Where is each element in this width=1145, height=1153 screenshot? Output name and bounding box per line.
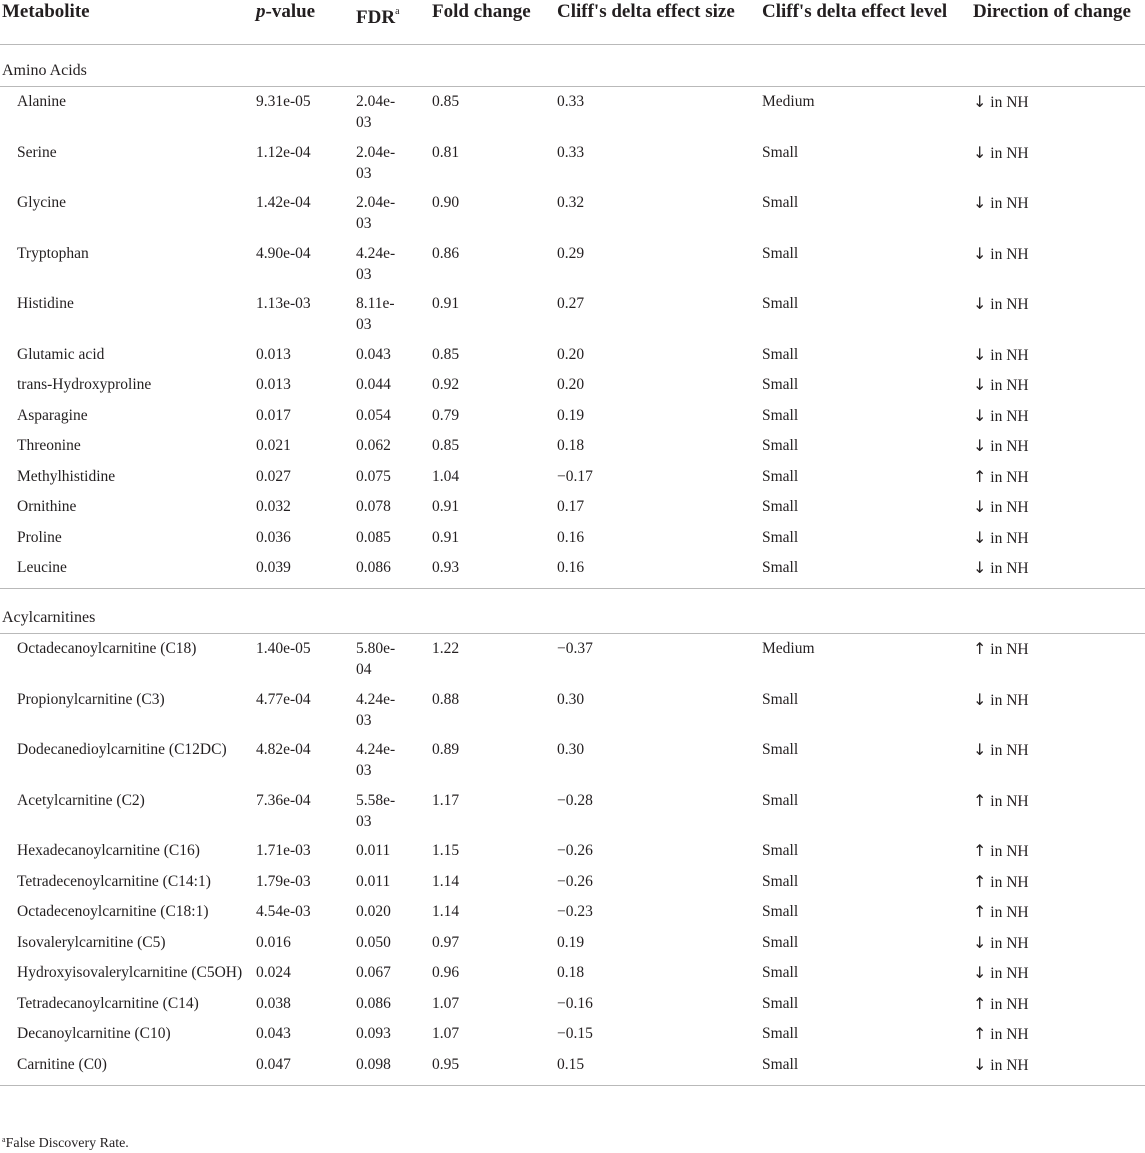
cliff-level-cell: Small [762, 933, 799, 951]
fold-change-cell: 0.91 [432, 295, 460, 312]
p-value-cell: 1.71e-03 [256, 842, 311, 859]
metabolite-name-cell: Carnitine (C0) [0, 1050, 256, 1086]
direction-text: in NH [990, 691, 1029, 709]
cliff-level-cell: Small [762, 690, 799, 708]
metabolite-name-cell: Tetradecanoylcarnitine (C14) [17, 994, 199, 1012]
cliff-size-cell: 0.16 [557, 553, 762, 589]
metabolite-name-cell: Tetradecenoylcarnitine (C14:1) [17, 872, 211, 890]
direction-cell [973, 1019, 1145, 1050]
footnote-text: False Discovery Rate. [5, 1136, 129, 1151]
header-cliff-size: Cliff's delta effect size [557, 0, 762, 45]
p-value-cell: 0.036 [256, 528, 291, 546]
p-value-cell: 0.013 [256, 376, 291, 393]
direction-cell [973, 340, 1145, 371]
table-row [0, 553, 1145, 589]
direction-text: in NH [990, 934, 1029, 952]
table-row [0, 239, 1145, 290]
direction-text: in NH [990, 407, 1029, 425]
direction-cell [973, 138, 1145, 189]
arrow-down-icon: ↓ [973, 142, 987, 162]
metabolite-name-cell: Threonine [17, 437, 81, 454]
arrow-down-icon: ↓ [973, 689, 987, 709]
table-row [0, 370, 1145, 401]
fold-change-cell: 0.93 [432, 553, 557, 589]
p-value-cell: 9.31e-05 [256, 93, 311, 110]
fold-change-cell: 1.15 [432, 842, 460, 859]
fold-change-cell: 1.04 [432, 467, 460, 485]
table-row [0, 188, 1145, 239]
fdr-cell: 4.24e-03 [356, 690, 396, 729]
fdr-cell: 0.093 [356, 1025, 391, 1042]
direction-text: in NH [990, 468, 1029, 486]
direction-cell [973, 786, 1145, 837]
section-title: Acylcarnitines [0, 589, 1145, 634]
direction-cell [973, 897, 1145, 928]
cliff-level-cell: Small [762, 903, 799, 920]
cliff-size-cell: 0.30 [557, 741, 585, 758]
fdr-cell: 2.04e-03 [356, 93, 396, 131]
header-direction: Direction of change [973, 0, 1145, 45]
cliff-size-cell: −0.26 [557, 842, 593, 859]
metabolite-name-cell: Dodecanedioylcarnitine (C12DC) [17, 741, 227, 758]
p-value-cell: 4.82e-04 [256, 741, 311, 758]
direction-cell [973, 928, 1145, 959]
cliff-size-cell: −0.17 [557, 467, 593, 485]
arrow-up-icon: ↑ [973, 1024, 987, 1043]
direction-cell [973, 634, 1145, 685]
arrow-up-icon: ↑ [973, 993, 987, 1013]
cliff-level-cell: Small [762, 345, 799, 363]
header-p-italic: p [256, 1, 266, 22]
fdr-cell: 0.020 [356, 903, 391, 920]
fdr-cell: 0.067 [356, 964, 391, 981]
section-row [0, 589, 1145, 634]
metabolite-name-cell: Hydroxyisovalerylcarnitine (C5OH) [17, 964, 243, 981]
arrow-up-icon: ↑ [973, 639, 987, 658]
cliff-size-cell: 0.15 [557, 1050, 762, 1086]
cliff-size-cell: 0.20 [557, 376, 585, 393]
cliff-size-cell: −0.26 [557, 872, 593, 890]
fold-change-cell: 0.97 [432, 933, 460, 951]
fdr-cell: 0.043 [356, 345, 391, 363]
section-row [0, 45, 1145, 87]
cliff-size-cell: −0.23 [557, 903, 593, 920]
fdr-cell: 0.086 [356, 553, 432, 589]
direction-cell [973, 958, 1145, 989]
p-value-cell: 1.40e-05 [256, 640, 311, 657]
arrow-up-icon: ↑ [973, 841, 987, 860]
cliff-size-cell: −0.28 [557, 791, 593, 809]
fdr-cell: 4.24e-03 [356, 244, 396, 283]
arrow-down-icon: ↓ [973, 92, 987, 111]
arrow-down-icon: ↓ [973, 436, 987, 455]
table-row [0, 989, 1145, 1020]
direction-text: in NH [990, 965, 1029, 982]
arrow-up-icon: ↑ [973, 790, 987, 810]
cliff-size-cell: 0.32 [557, 194, 585, 211]
p-value-cell: 0.039 [256, 553, 356, 589]
direction-cell [973, 836, 1145, 867]
fdr-cell: 2.04e-03 [356, 143, 396, 182]
arrow-down-icon: ↓ [973, 1054, 987, 1074]
fdr-cell: 0.011 [356, 842, 391, 859]
cliff-size-cell: 0.30 [557, 690, 585, 708]
footnote-mark: a [2, 1135, 6, 1144]
table-row [0, 634, 1145, 685]
arrow-down-icon: ↓ [973, 344, 987, 364]
cliff-size-cell: −0.37 [557, 640, 593, 657]
p-value-cell: 7.36e-04 [256, 791, 311, 809]
table-footnote [2, 1131, 129, 1153]
direction-cell [973, 462, 1145, 493]
fold-change-cell: 0.89 [432, 741, 460, 758]
metabolite-name-cell: Asparagine [17, 406, 88, 424]
table-body [0, 45, 1145, 1086]
metabolite-name-cell: Methylhistidine [17, 467, 116, 485]
direction-cell [973, 553, 1145, 589]
direction-cell [973, 523, 1145, 554]
p-value-cell: 0.027 [256, 467, 291, 485]
direction-cell [973, 685, 1145, 736]
fold-change-cell: 1.17 [432, 791, 460, 809]
direction-text: in NH [990, 560, 1029, 577]
cliff-level-cell: Small [762, 528, 799, 546]
table-row [0, 87, 1145, 138]
fold-change-cell: 1.14 [432, 872, 460, 890]
p-value-cell: 4.54e-03 [256, 903, 311, 920]
metabolite-name-cell: Acetylcarnitine (C2) [17, 791, 145, 809]
fdr-cell: 0.054 [356, 406, 391, 424]
p-value-cell: 0.017 [256, 406, 291, 424]
fold-change-cell: 0.90 [432, 194, 460, 211]
direction-text: in NH [990, 144, 1029, 162]
fdr-cell: 0.075 [356, 467, 391, 485]
metabolite-name-cell: Glutamic acid [17, 345, 105, 363]
arrow-down-icon: ↓ [973, 932, 987, 952]
fold-change-cell: 1.22 [432, 640, 460, 657]
direction-text: in NH [990, 641, 1029, 658]
p-value-cell: 0.032 [256, 498, 291, 515]
table-row [0, 462, 1145, 493]
fdr-cell: 0.078 [356, 498, 391, 515]
cliff-level-cell: Small [762, 244, 799, 262]
cliff-level-cell: Small [762, 467, 799, 485]
table-row [0, 340, 1145, 371]
direction-cell [973, 735, 1145, 786]
direction-text: in NH [990, 873, 1029, 891]
fold-change-cell: 1.14 [432, 903, 460, 920]
fold-change-cell: 0.81 [432, 143, 460, 161]
cliff-level-cell: Small [762, 1025, 799, 1042]
cliff-size-cell: 0.33 [557, 93, 585, 110]
direction-cell [973, 87, 1145, 138]
section-title: Amino Acids [0, 45, 1145, 87]
cliff-level-cell: Medium [762, 640, 815, 657]
direction-text: in NH [990, 843, 1029, 860]
table-row [0, 836, 1145, 867]
p-value-cell: 4.90e-04 [256, 244, 311, 262]
fold-change-cell: 1.07 [432, 994, 460, 1012]
cliff-size-cell: 0.33 [557, 143, 585, 161]
table-row [0, 401, 1145, 432]
header-metabolite: Metabolite [0, 0, 256, 45]
fold-change-cell: 0.85 [432, 437, 460, 454]
arrow-down-icon: ↓ [973, 294, 987, 313]
fdr-cell: 0.044 [356, 376, 391, 393]
header-row [0, 0, 1145, 45]
header-p-value [256, 0, 356, 45]
cliff-size-cell: 0.16 [557, 528, 585, 546]
table-row [0, 897, 1145, 928]
cliff-level-cell: Small [762, 143, 799, 161]
direction-text: in NH [990, 438, 1029, 455]
fdr-cell: 0.050 [356, 933, 391, 951]
p-value-cell: 0.016 [256, 933, 291, 951]
cliff-size-cell: 0.19 [557, 933, 585, 951]
fdr-cell: 0.011 [356, 872, 391, 890]
direction-text: in NH [990, 529, 1029, 547]
metabolite-name-cell: Propionylcarnitine (C3) [17, 690, 165, 708]
table-row [0, 431, 1145, 462]
direction-text: in NH [990, 1056, 1029, 1074]
table-row [0, 492, 1145, 523]
arrow-down-icon: ↓ [973, 740, 987, 759]
fold-change-cell: 0.92 [432, 376, 460, 393]
table-row [0, 867, 1145, 898]
table-row [0, 928, 1145, 959]
table-row [0, 786, 1145, 837]
cliff-level-cell: Small [762, 295, 799, 312]
p-value-cell: 0.024 [256, 964, 291, 981]
direction-text: in NH [990, 195, 1029, 212]
table-row [0, 1019, 1145, 1050]
direction-cell [973, 289, 1145, 340]
cliff-level-cell: Medium [762, 93, 815, 110]
cliff-level-cell: Small [762, 872, 799, 890]
fold-change-cell: 0.85 [432, 93, 460, 110]
header-fdr-footnote-mark: a [395, 6, 400, 17]
cliff-size-cell: 0.19 [557, 406, 585, 424]
p-value-cell: 0.013 [256, 345, 291, 363]
cliff-level-cell: Small [762, 498, 799, 515]
fold-change-cell: 0.91 [432, 498, 460, 515]
direction-cell [973, 492, 1145, 523]
direction-text: in NH [990, 995, 1029, 1013]
table-row [0, 289, 1145, 340]
cliff-size-cell: −0.15 [557, 1025, 593, 1042]
fold-change-cell: 1.07 [432, 1025, 460, 1042]
direction-text: in NH [990, 792, 1029, 810]
direction-text: in NH [990, 377, 1029, 394]
arrow-up-icon: ↑ [973, 871, 987, 891]
header-cliff-level: Cliff's delta effect level [762, 0, 973, 45]
cliff-size-cell: 0.17 [557, 498, 585, 515]
direction-text: in NH [990, 1026, 1029, 1043]
fdr-cell: 0.062 [356, 437, 391, 454]
fold-change-cell: 0.95 [432, 1050, 557, 1086]
cliff-level-cell: Small [762, 376, 799, 393]
direction-text: in NH [990, 904, 1029, 921]
header-fold-change: Fold change [432, 0, 557, 45]
fold-change-cell: 0.88 [432, 690, 460, 708]
metabolite-name-cell: Decanoylcarnitine (C10) [17, 1025, 171, 1042]
metabolite-name-cell: Leucine [0, 553, 256, 589]
arrow-up-icon: ↑ [973, 902, 987, 921]
cliff-size-cell: −0.16 [557, 994, 593, 1012]
p-value-cell: 1.42e-04 [256, 194, 311, 211]
header-p-rest: -value [265, 1, 316, 22]
arrow-down-icon: ↓ [973, 558, 987, 577]
cliff-level-cell: Small [762, 194, 799, 211]
fold-change-cell: 0.96 [432, 964, 460, 981]
direction-text: in NH [990, 296, 1029, 313]
arrow-up-icon: ↑ [973, 466, 987, 486]
arrow-down-icon: ↓ [973, 375, 987, 394]
arrow-down-icon: ↓ [973, 527, 987, 547]
table-row [0, 138, 1145, 189]
header-fdr-label: FDR [356, 7, 396, 28]
fdr-cell: 0.085 [356, 528, 391, 546]
metabolite-name-cell: Tryptophan [17, 244, 89, 262]
p-value-cell: 1.79e-03 [256, 872, 311, 890]
direction-cell [973, 188, 1145, 239]
arrow-down-icon: ↓ [973, 963, 987, 982]
metabolite-name-cell: Ornithine [17, 498, 77, 515]
table-row [0, 1050, 1145, 1086]
cliff-size-cell: 0.27 [557, 295, 585, 312]
metabolite-name-cell: Histidine [17, 295, 74, 312]
metabolite-name-cell: Octadecanoylcarnitine (C18) [17, 640, 197, 657]
direction-cell [973, 989, 1145, 1020]
direction-cell [973, 239, 1145, 290]
p-value-cell: 4.77e-04 [256, 690, 311, 708]
direction-cell [973, 867, 1145, 898]
cliff-size-cell: 0.29 [557, 244, 585, 262]
cliff-size-cell: 0.20 [557, 345, 585, 363]
direction-text: in NH [990, 94, 1029, 111]
fdr-cell: 5.80e-04 [356, 640, 396, 678]
fdr-cell: 2.04e-03 [356, 194, 396, 232]
metabolite-name-cell: Proline [17, 528, 62, 546]
direction-cell [973, 401, 1145, 432]
fdr-cell: 8.11e-03 [356, 295, 395, 333]
p-value-cell: 0.043 [256, 1025, 291, 1042]
cliff-level-cell: Small [762, 406, 799, 424]
fdr-cell: 0.086 [356, 994, 391, 1012]
p-value-cell: 0.038 [256, 994, 291, 1012]
table-row [0, 523, 1145, 554]
metabolite-name-cell: trans-Hydroxyproline [17, 376, 152, 393]
table-row [0, 685, 1145, 736]
cliff-level-cell: Small [762, 842, 799, 859]
p-value-cell: 1.12e-04 [256, 143, 311, 161]
direction-text: in NH [990, 742, 1029, 759]
arrow-down-icon: ↓ [973, 193, 987, 212]
metabolite-name-cell: Hexadecanoylcarnitine (C16) [17, 842, 200, 859]
direction-text: in NH [990, 346, 1029, 364]
fdr-cell: 5.58e-03 [356, 791, 396, 830]
direction-cell [973, 1050, 1145, 1086]
metabolite-name-cell: Glycine [17, 194, 67, 211]
cliff-size-cell: 0.18 [557, 437, 585, 454]
fdr-cell: 0.098 [356, 1050, 432, 1086]
fold-change-cell: 0.85 [432, 345, 460, 363]
fdr-cell: 4.24e-03 [356, 741, 396, 779]
fold-change-cell: 0.86 [432, 244, 460, 262]
cliff-level-cell: Small [762, 1050, 973, 1086]
p-value-cell: 0.021 [256, 437, 291, 454]
table-row [0, 735, 1145, 786]
cliff-size-cell: 0.18 [557, 964, 585, 981]
cliff-level-cell: Small [762, 553, 973, 589]
table-row [0, 958, 1145, 989]
metabolite-name-cell: Isovalerylcarnitine (C5) [17, 933, 166, 951]
p-value-cell: 1.13e-03 [256, 295, 311, 312]
fold-change-cell: 0.79 [432, 406, 460, 424]
cliff-level-cell: Small [762, 964, 799, 981]
arrow-down-icon: ↓ [973, 405, 987, 425]
direction-cell [973, 370, 1145, 401]
metabolite-name-cell: Alanine [17, 93, 67, 110]
cliff-level-cell: Small [762, 741, 799, 758]
cliff-level-cell: Small [762, 791, 799, 809]
metabolite-name-cell: Octadecenoylcarnitine (C18:1) [17, 903, 209, 920]
fold-change-cell: 0.91 [432, 528, 460, 546]
arrow-down-icon: ↓ [973, 497, 987, 516]
cliff-level-cell: Small [762, 437, 799, 454]
metabolite-name-cell: Serine [17, 143, 57, 161]
direction-text: in NH [990, 499, 1029, 516]
cliff-level-cell: Small [762, 994, 799, 1012]
direction-cell [973, 431, 1145, 462]
header-fdr [356, 0, 432, 45]
arrow-down-icon: ↓ [973, 243, 987, 263]
p-value-cell: 0.047 [256, 1050, 356, 1086]
direction-text: in NH [990, 245, 1029, 263]
